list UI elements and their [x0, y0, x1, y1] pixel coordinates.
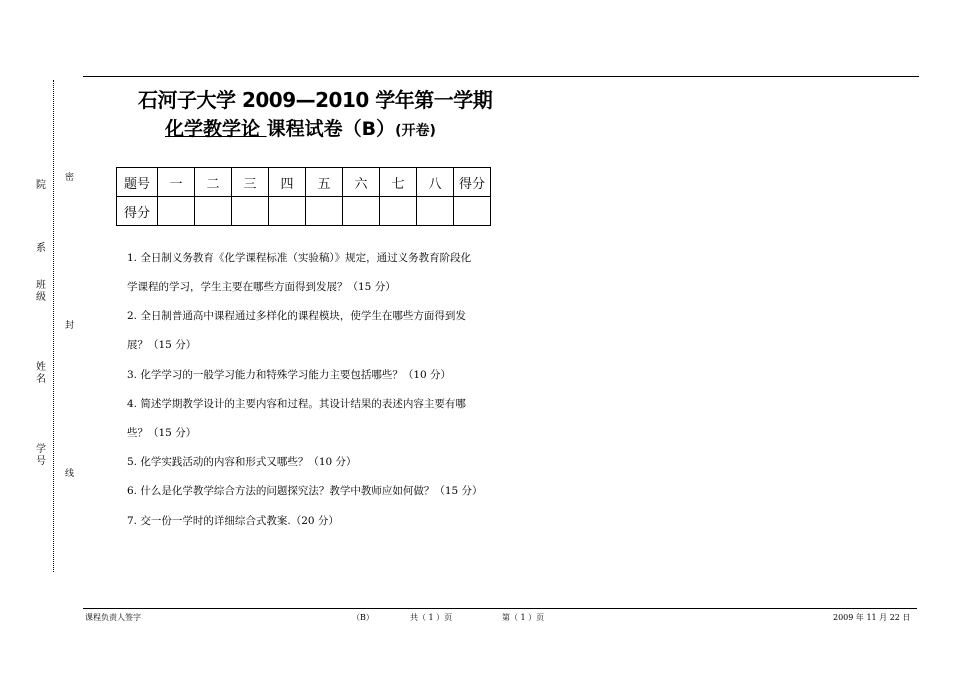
- footer-signer: 课程负责人签字: [85, 613, 141, 622]
- col-6: 六: [343, 168, 380, 197]
- class-label: 班级: [36, 280, 46, 303]
- question-line: 些？（15 分）: [127, 427, 197, 439]
- col-2: 二: [195, 168, 232, 197]
- course-name: 化学教学论: [165, 118, 267, 140]
- name-label: 姓名: [36, 362, 46, 385]
- seal-mi: 密: [65, 173, 75, 183]
- col-8: 八: [417, 168, 454, 197]
- header-rule: [83, 76, 919, 77]
- score-cell: [343, 197, 380, 226]
- col-5: 五: [306, 168, 343, 197]
- footer-date: 2009 年 11 月 22 日: [833, 613, 911, 622]
- college-label: 院: [36, 180, 46, 191]
- question-line: 7. 交一份一学时的详细综合式教案.（20 分）: [127, 515, 339, 527]
- footer-rule: [83, 608, 917, 609]
- footer-total-pages: 共（ 1 ）页: [410, 613, 453, 622]
- question-line: 展？（15 分）: [127, 339, 197, 351]
- seal-xian: 线: [65, 469, 75, 479]
- score-cell: [269, 197, 306, 226]
- score-cell: [417, 197, 454, 226]
- course-title: [165, 114, 436, 141]
- seal-feng: 封: [65, 321, 75, 331]
- footer-page-number: 第（ 1 ）页: [502, 613, 545, 622]
- score-row-label: 得分: [117, 197, 158, 226]
- exam-label: 课程试卷（B）: [266, 118, 396, 140]
- question-line: 6. 什么是化学教学综合方法的问题探究法？教学中教师应如何做？（15 分）: [127, 485, 483, 497]
- open-book-label: (开卷): [395, 123, 436, 139]
- question-line: 4. 简述学期教学设计的主要内容和过程。其设计结果的表述内容主要有哪: [127, 398, 466, 410]
- col-1: 一: [158, 168, 195, 197]
- binding-dotted-line: [53, 80, 54, 572]
- score-table-score-row: [117, 197, 491, 226]
- student-id-label: 学号: [36, 444, 46, 467]
- col-3: 三: [232, 168, 269, 197]
- col-7: 七: [380, 168, 417, 197]
- department-label: 系: [36, 243, 46, 254]
- question-line: 3. 化学学习的一般学习能力和特殊学习能力主要包括哪些？（10 分）: [127, 369, 452, 381]
- col-total: 得分: [454, 168, 491, 197]
- col-4: 四: [269, 168, 306, 197]
- score-table: [116, 167, 491, 226]
- footer-version: （B）: [352, 613, 374, 622]
- score-cell: [306, 197, 343, 226]
- question-line: 学课程的学习，学生主要在哪些方面得到发展？（15 分）: [127, 281, 396, 293]
- question-line: 1. 全日制义务教育《化学课程标准（实验稿）》规定，通过义务教育阶段化: [127, 252, 472, 264]
- question-line: 2. 全日制普通高中课程通过多样化的课程模块，使学生在哪些方面得到发: [127, 310, 466, 322]
- score-cell: [158, 197, 195, 226]
- score-cell: [454, 197, 491, 226]
- question-number-label: 题号: [117, 168, 158, 197]
- score-cell: [195, 197, 232, 226]
- score-cell: [380, 197, 417, 226]
- score-table-header-row: [117, 168, 491, 197]
- question-line: 5. 化学实践活动的内容和形式又哪些？（10 分）: [127, 456, 357, 468]
- score-cell: [232, 197, 269, 226]
- university-title: 石河子大学 2009—2010 学年第一学期: [138, 88, 493, 112]
